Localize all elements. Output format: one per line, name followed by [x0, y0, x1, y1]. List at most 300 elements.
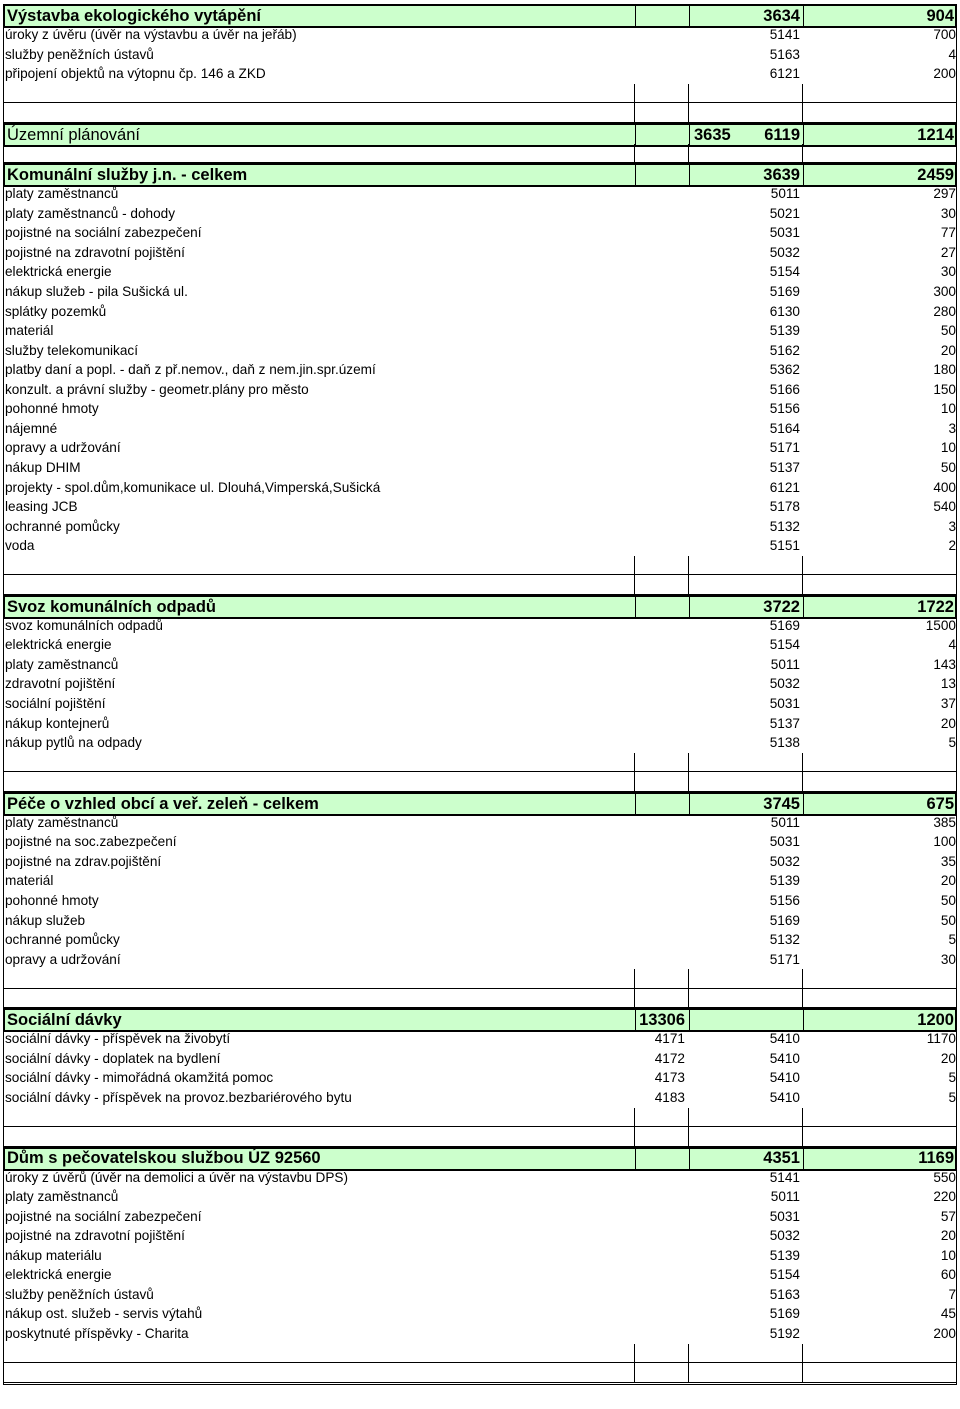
item-paragraph-code [635, 45, 689, 65]
item-code: 5031 [769, 696, 800, 712]
item-label: konzult. a právní služby - geometr.plány pro město [5, 381, 309, 397]
section-item-code: 6119 [764, 125, 800, 144]
item-value: 550 [933, 1169, 956, 1185]
blank-cell [3, 575, 635, 595]
item-value: 540 [933, 499, 956, 515]
item-value: 5 [948, 735, 956, 751]
item-label: leasing JCB [5, 499, 78, 515]
item-paragraph-code [635, 360, 689, 380]
item-paragraph-code [635, 733, 689, 753]
blank-cell [3, 84, 635, 104]
item-value: 4 [948, 637, 956, 653]
item-value: 200 [933, 1325, 956, 1341]
item-code: 5164 [769, 420, 800, 436]
item-value: 5 [948, 1070, 956, 1086]
item-label: pojistné na zdrav.pojištění [5, 853, 162, 869]
budget-item-row [3, 1304, 957, 1324]
item-paragraph-code [635, 419, 689, 439]
item-label: nákup služeb - pila Sušická ul. [5, 284, 188, 300]
budget-item-row [3, 891, 957, 911]
blank-cell [3, 753, 635, 773]
blank-row [3, 575, 957, 595]
item-code: 5141 [769, 1169, 800, 1185]
item-value: 20 [940, 873, 956, 889]
item-value: 50 [940, 892, 956, 908]
item-paragraph-code [635, 1265, 689, 1285]
item-label: nájemné [5, 420, 58, 436]
item-code: 5192 [769, 1325, 800, 1341]
blank-row [3, 1108, 957, 1128]
item-label: služby peněžních ústavů [5, 46, 154, 62]
section-total: 1722 [803, 595, 957, 619]
item-code: 5169 [769, 284, 800, 300]
blank-row [3, 103, 957, 123]
item-code: 5132 [769, 932, 800, 948]
item-value: 20 [940, 1228, 956, 1244]
section-total: 1200 [803, 1008, 957, 1032]
blank-cell [635, 989, 689, 1009]
item-value: 10 [940, 401, 956, 417]
item-label: platy zaměstnanců [5, 186, 119, 202]
section-total: 1214 [803, 123, 957, 147]
item-label: ochranné pomůcky [5, 518, 120, 534]
blank-cell [689, 1363, 803, 1383]
budget-item-row [3, 655, 957, 675]
item-paragraph-code [635, 223, 689, 243]
item-paragraph-code [635, 832, 689, 852]
item-value: 1500 [925, 617, 956, 633]
item-value: 30 [940, 205, 956, 221]
item-paragraph-code: 4173 [654, 1070, 685, 1086]
item-code: 5163 [769, 46, 800, 62]
section-total: 904 [803, 4, 957, 28]
item-code: 5154 [769, 264, 800, 280]
item-paragraph-code [635, 438, 689, 458]
blank-cell [689, 1344, 803, 1364]
section-paragraph: 3722 [689, 595, 803, 619]
blank-cell [635, 103, 689, 123]
budget-item-row [3, 714, 957, 734]
item-label: opravy a udržování [5, 951, 121, 967]
item-label: platby daní a popl. - daň z př.nemov., daň z nem.jin.spr.území [5, 362, 376, 378]
section-total: 2459 [803, 163, 957, 187]
section-title: Dům s pečovatelskou službou ÚZ 92560 [3, 1147, 635, 1171]
item-paragraph-code [635, 321, 689, 341]
blank-cell [803, 556, 957, 576]
blank-cell [3, 556, 635, 576]
blank-cell [803, 575, 957, 595]
blank-cell [689, 556, 803, 576]
item-code: 5031 [769, 225, 800, 241]
item-label: splátky pozemků [5, 303, 107, 319]
budget-item-row [3, 243, 957, 263]
item-label: materiál [5, 873, 54, 889]
item-label: nákup materiálu [5, 1247, 102, 1263]
item-value: 3 [948, 420, 956, 436]
budget-item-row [3, 263, 957, 283]
item-paragraph-code [635, 635, 689, 655]
blank-row [3, 969, 957, 989]
blank-cell [803, 103, 957, 123]
item-paragraph-code [635, 871, 689, 891]
item-value: 3 [948, 518, 956, 534]
item-label: pojistné na zdravotní pojištění [5, 244, 185, 260]
item-paragraph-code [635, 891, 689, 911]
item-label: materiál [5, 323, 54, 339]
budget-item-row [3, 1246, 957, 1266]
budget-item-row [3, 282, 957, 302]
item-label: pojistné na zdravotní pojištění [5, 1228, 185, 1244]
blank-cell [635, 772, 689, 792]
blank-cell [803, 144, 957, 164]
item-paragraph-code [635, 302, 689, 322]
item-label: platy zaměstnanců [5, 814, 119, 830]
budget-item-row [3, 675, 957, 695]
budget-item-row [3, 694, 957, 714]
item-paragraph-code [635, 64, 689, 84]
item-label: ochranné pomůcky [5, 932, 120, 948]
budget-item-row [3, 458, 957, 478]
item-value: 20 [940, 1050, 956, 1066]
item-value: 45 [940, 1306, 956, 1322]
section-total: 675 [803, 792, 957, 816]
item-paragraph-code [635, 282, 689, 302]
item-label: služby peněžních ústavů [5, 1286, 154, 1302]
item-code: 5410 [769, 1050, 800, 1066]
item-value: 200 [933, 66, 956, 82]
budget-item-row [3, 399, 957, 419]
item-value: 30 [940, 264, 956, 280]
item-code: 5141 [769, 26, 800, 42]
budget-item-row [3, 871, 957, 891]
item-code: 5156 [769, 892, 800, 908]
budget-item-row [3, 380, 957, 400]
section-paragraph-value: 3635 [694, 125, 731, 144]
item-value: 50 [940, 459, 956, 475]
budget-item-row [3, 1207, 957, 1227]
blank-cell [689, 575, 803, 595]
item-paragraph-code [635, 458, 689, 478]
blank-cell [3, 989, 635, 1009]
budget-item-row [3, 497, 957, 517]
section-title: Sociální dávky [3, 1008, 635, 1032]
item-code: 5139 [769, 323, 800, 339]
budget-item-row [3, 1049, 957, 1069]
item-code: 5154 [769, 637, 800, 653]
budget-item-row [3, 1088, 957, 1108]
blank-cell [3, 1108, 635, 1128]
blank-cell [635, 753, 689, 773]
budget-item-row [3, 911, 957, 931]
budget-item-row [3, 930, 957, 950]
item-paragraph-code [635, 1324, 689, 1344]
section-title: Územní plánování [3, 123, 635, 147]
budget-item-row [3, 223, 957, 243]
item-code: 5132 [769, 518, 800, 534]
section-total: 1169 [803, 1147, 957, 1171]
section-paragraph: 4351 [689, 1147, 803, 1171]
item-label: svoz komunálních odpadů [5, 617, 163, 633]
item-code: 5011 [770, 1189, 800, 1205]
item-paragraph-code: 4183 [654, 1089, 685, 1105]
item-code: 5031 [769, 1208, 800, 1224]
item-code: 5410 [769, 1089, 800, 1105]
item-label: sociální pojištění [5, 696, 106, 712]
item-code: 5032 [769, 853, 800, 869]
budget-item-row [3, 204, 957, 224]
item-paragraph-code [635, 694, 689, 714]
item-label: platy zaměstnanců [5, 656, 119, 672]
item-paragraph-code [635, 1207, 689, 1227]
item-paragraph-code [635, 243, 689, 263]
item-value: 10 [940, 1247, 956, 1263]
item-value: 37 [940, 696, 956, 712]
item-label: pohonné hmoty [5, 892, 99, 908]
item-code: 5032 [769, 1228, 800, 1244]
item-code: 5011 [770, 814, 800, 830]
blank-row [3, 144, 957, 164]
blank-cell [689, 144, 803, 164]
item-paragraph-code [635, 911, 689, 931]
item-label: sociální dávky - příspěvek na provoz.bezbariérového bytu [5, 1089, 352, 1105]
item-code: 5139 [769, 1247, 800, 1263]
item-label: nákup DHIM [5, 459, 81, 475]
item-paragraph-code [635, 675, 689, 695]
item-code: 5410 [769, 1070, 800, 1086]
item-paragraph-code [635, 1168, 689, 1188]
item-paragraph-code [635, 813, 689, 833]
item-paragraph-code [635, 930, 689, 950]
blank-cell [635, 144, 689, 164]
item-paragraph-code: 4171 [654, 1031, 685, 1047]
item-label: připojení objektů na výtopnu čp. 146 a ZKD [5, 66, 266, 82]
blank-cell [803, 969, 957, 989]
budget-item-row [3, 1265, 957, 1285]
blank-cell [3, 969, 635, 989]
blank-cell [635, 1108, 689, 1128]
item-code: 5169 [769, 617, 800, 633]
item-value: 100 [933, 834, 956, 850]
item-value: 280 [933, 303, 956, 319]
item-value: 50 [940, 323, 956, 339]
blank-cell [803, 84, 957, 104]
item-label: úroky z úvěru (úvěr na výstavbu a úvěr na jeřáb) [5, 26, 297, 42]
blank-cell [635, 969, 689, 989]
section-paragraph: 3639 [689, 163, 803, 187]
budget-item-row [3, 1168, 957, 1188]
item-code: 6121 [769, 66, 800, 82]
item-value: 150 [933, 381, 956, 397]
blank-row [3, 753, 957, 773]
item-label: elektrická energie [5, 637, 112, 653]
item-label: sociální dávky - doplatek na bydlení [5, 1050, 221, 1066]
item-label: nákup kontejnerů [5, 715, 110, 731]
item-code: 5162 [769, 342, 800, 358]
item-label: poskytnuté příspěvky - Charita [5, 1325, 189, 1341]
item-label: nákup pytlů na odpady [5, 735, 142, 751]
item-label: elektrická energie [5, 264, 112, 280]
blank-cell [689, 989, 803, 1009]
blank-cell [3, 1344, 635, 1364]
budget-item-row [3, 517, 957, 537]
item-label: platy zaměstnanců - dohody [5, 205, 176, 221]
item-value: 5 [948, 1089, 956, 1105]
blank-row [3, 772, 957, 792]
item-paragraph-code [635, 497, 689, 517]
item-code: 5139 [769, 873, 800, 889]
budget-item-row [3, 832, 957, 852]
item-label: platy zaměstnanců [5, 1189, 119, 1205]
blank-cell [3, 103, 635, 123]
item-code: 5166 [769, 381, 800, 397]
budget-item-row [3, 302, 957, 322]
item-label: voda [5, 538, 35, 554]
item-value: 20 [940, 715, 956, 731]
item-value: 180 [933, 362, 956, 378]
item-label: zdravotní pojištění [5, 676, 116, 692]
blank-cell [803, 1108, 957, 1128]
budget-item-row [3, 341, 957, 361]
blank-cell [635, 556, 689, 576]
item-label: nákup služeb [5, 912, 86, 928]
blank-row [3, 84, 957, 104]
item-paragraph-code [635, 616, 689, 636]
item-paragraph-code: 4172 [654, 1050, 685, 1066]
blank-cell [689, 84, 803, 104]
item-paragraph-code [635, 478, 689, 498]
item-paragraph-code [635, 1285, 689, 1305]
section-paragraph: 3745 [689, 792, 803, 816]
blank-row [3, 556, 957, 576]
budget-item-row [3, 360, 957, 380]
item-value: 4 [948, 46, 956, 62]
budget-item-row [3, 1068, 957, 1088]
item-paragraph-code [635, 714, 689, 734]
item-code: 5178 [769, 499, 800, 515]
item-code: 5171 [769, 951, 800, 967]
section-title: Výstavba ekologického vytápění [3, 4, 635, 28]
section-code: 13306 [635, 1008, 689, 1032]
blank-cell [689, 772, 803, 792]
budget-item-row [3, 419, 957, 439]
blank-cell [635, 1363, 689, 1383]
item-code: 5137 [769, 459, 800, 475]
budget-item-row [3, 616, 957, 636]
item-label: úroky z úvěrů (úvěr na demolici a úvěr na výstavbu DPS) [5, 1169, 349, 1185]
item-label: projekty - spol.dům,komunikace ul. Dlouhá,Vimperská,Sušická [5, 479, 381, 495]
item-value: 400 [933, 479, 956, 495]
item-value: 2 [948, 538, 956, 554]
item-value: 300 [933, 284, 956, 300]
budget-item-row [3, 478, 957, 498]
item-paragraph-code [635, 341, 689, 361]
item-code: 5362 [769, 362, 800, 378]
item-code: 5154 [769, 1267, 800, 1283]
blank-row [3, 1344, 957, 1364]
blank-row [3, 1363, 957, 1383]
item-paragraph-code [635, 950, 689, 970]
item-label: sociální dávky - mimořádná okamžitá pomoc [5, 1070, 274, 1086]
budget-item-row [3, 64, 957, 84]
item-paragraph-code [635, 204, 689, 224]
blank-cell [3, 1127, 635, 1147]
item-paragraph-code [635, 536, 689, 556]
section-title: Svoz komunálních odpadů [3, 595, 635, 619]
blank-cell [803, 772, 957, 792]
item-value: 385 [933, 814, 956, 830]
item-label: pojistné na sociální zabezpečení [5, 225, 202, 241]
budget-item-row [3, 1324, 957, 1344]
blank-cell [803, 989, 957, 1009]
item-code: 5031 [769, 834, 800, 850]
item-code: 5138 [769, 735, 800, 751]
blank-row [3, 989, 957, 1009]
item-code: 6121 [769, 479, 800, 495]
budget-item-row [3, 813, 957, 833]
item-paragraph-code [635, 263, 689, 283]
budget-item-row [3, 438, 957, 458]
section-title: Komunální služby j.n. - celkem [3, 163, 635, 187]
item-code: 5021 [769, 205, 800, 221]
item-code: 5032 [769, 676, 800, 692]
item-value: 77 [940, 225, 956, 241]
budget-item-row [3, 321, 957, 341]
item-paragraph-code [635, 1226, 689, 1246]
blank-cell [635, 1127, 689, 1147]
item-code: 5163 [769, 1286, 800, 1302]
budget-item-row [3, 1029, 957, 1049]
item-label: nákup ost. služeb - servis výtahů [5, 1306, 203, 1322]
blank-cell [689, 103, 803, 123]
budget-item-row [3, 852, 957, 872]
blank-cell [689, 753, 803, 773]
item-value: 700 [933, 26, 956, 42]
blank-cell [635, 1344, 689, 1364]
item-paragraph-code [635, 852, 689, 872]
budget-item-row [3, 733, 957, 753]
item-value: 10 [940, 440, 956, 456]
blank-cell [3, 772, 635, 792]
item-paragraph-code [635, 517, 689, 537]
blank-cell [803, 753, 957, 773]
blank-row [3, 1127, 957, 1147]
blank-cell [803, 1363, 957, 1383]
blank-cell [635, 575, 689, 595]
item-value: 13 [940, 676, 956, 692]
section-paragraph: 3634 [689, 4, 803, 28]
item-paragraph-code [635, 184, 689, 204]
item-label: elektrická energie [5, 1267, 112, 1283]
item-value: 60 [940, 1267, 956, 1283]
item-value: 50 [940, 912, 956, 928]
item-label: služby telekomunikací [5, 342, 138, 358]
item-value: 20 [940, 342, 956, 358]
budget-item-row [3, 635, 957, 655]
budget-item-row [3, 25, 957, 45]
budget-item-row [3, 184, 957, 204]
item-paragraph-code [635, 1246, 689, 1266]
item-code: 5410 [769, 1031, 800, 1047]
item-value: 35 [940, 853, 956, 869]
item-code: 5156 [769, 401, 800, 417]
item-code: 5151 [769, 538, 800, 554]
item-code: 5169 [769, 912, 800, 928]
item-value: 143 [933, 656, 956, 672]
item-paragraph-code [635, 1187, 689, 1207]
section-title: Péče o vzhled obcí a veř. zeleň - celkem [3, 792, 635, 816]
blank-cell [803, 1127, 957, 1147]
budget-item-row [3, 1187, 957, 1207]
